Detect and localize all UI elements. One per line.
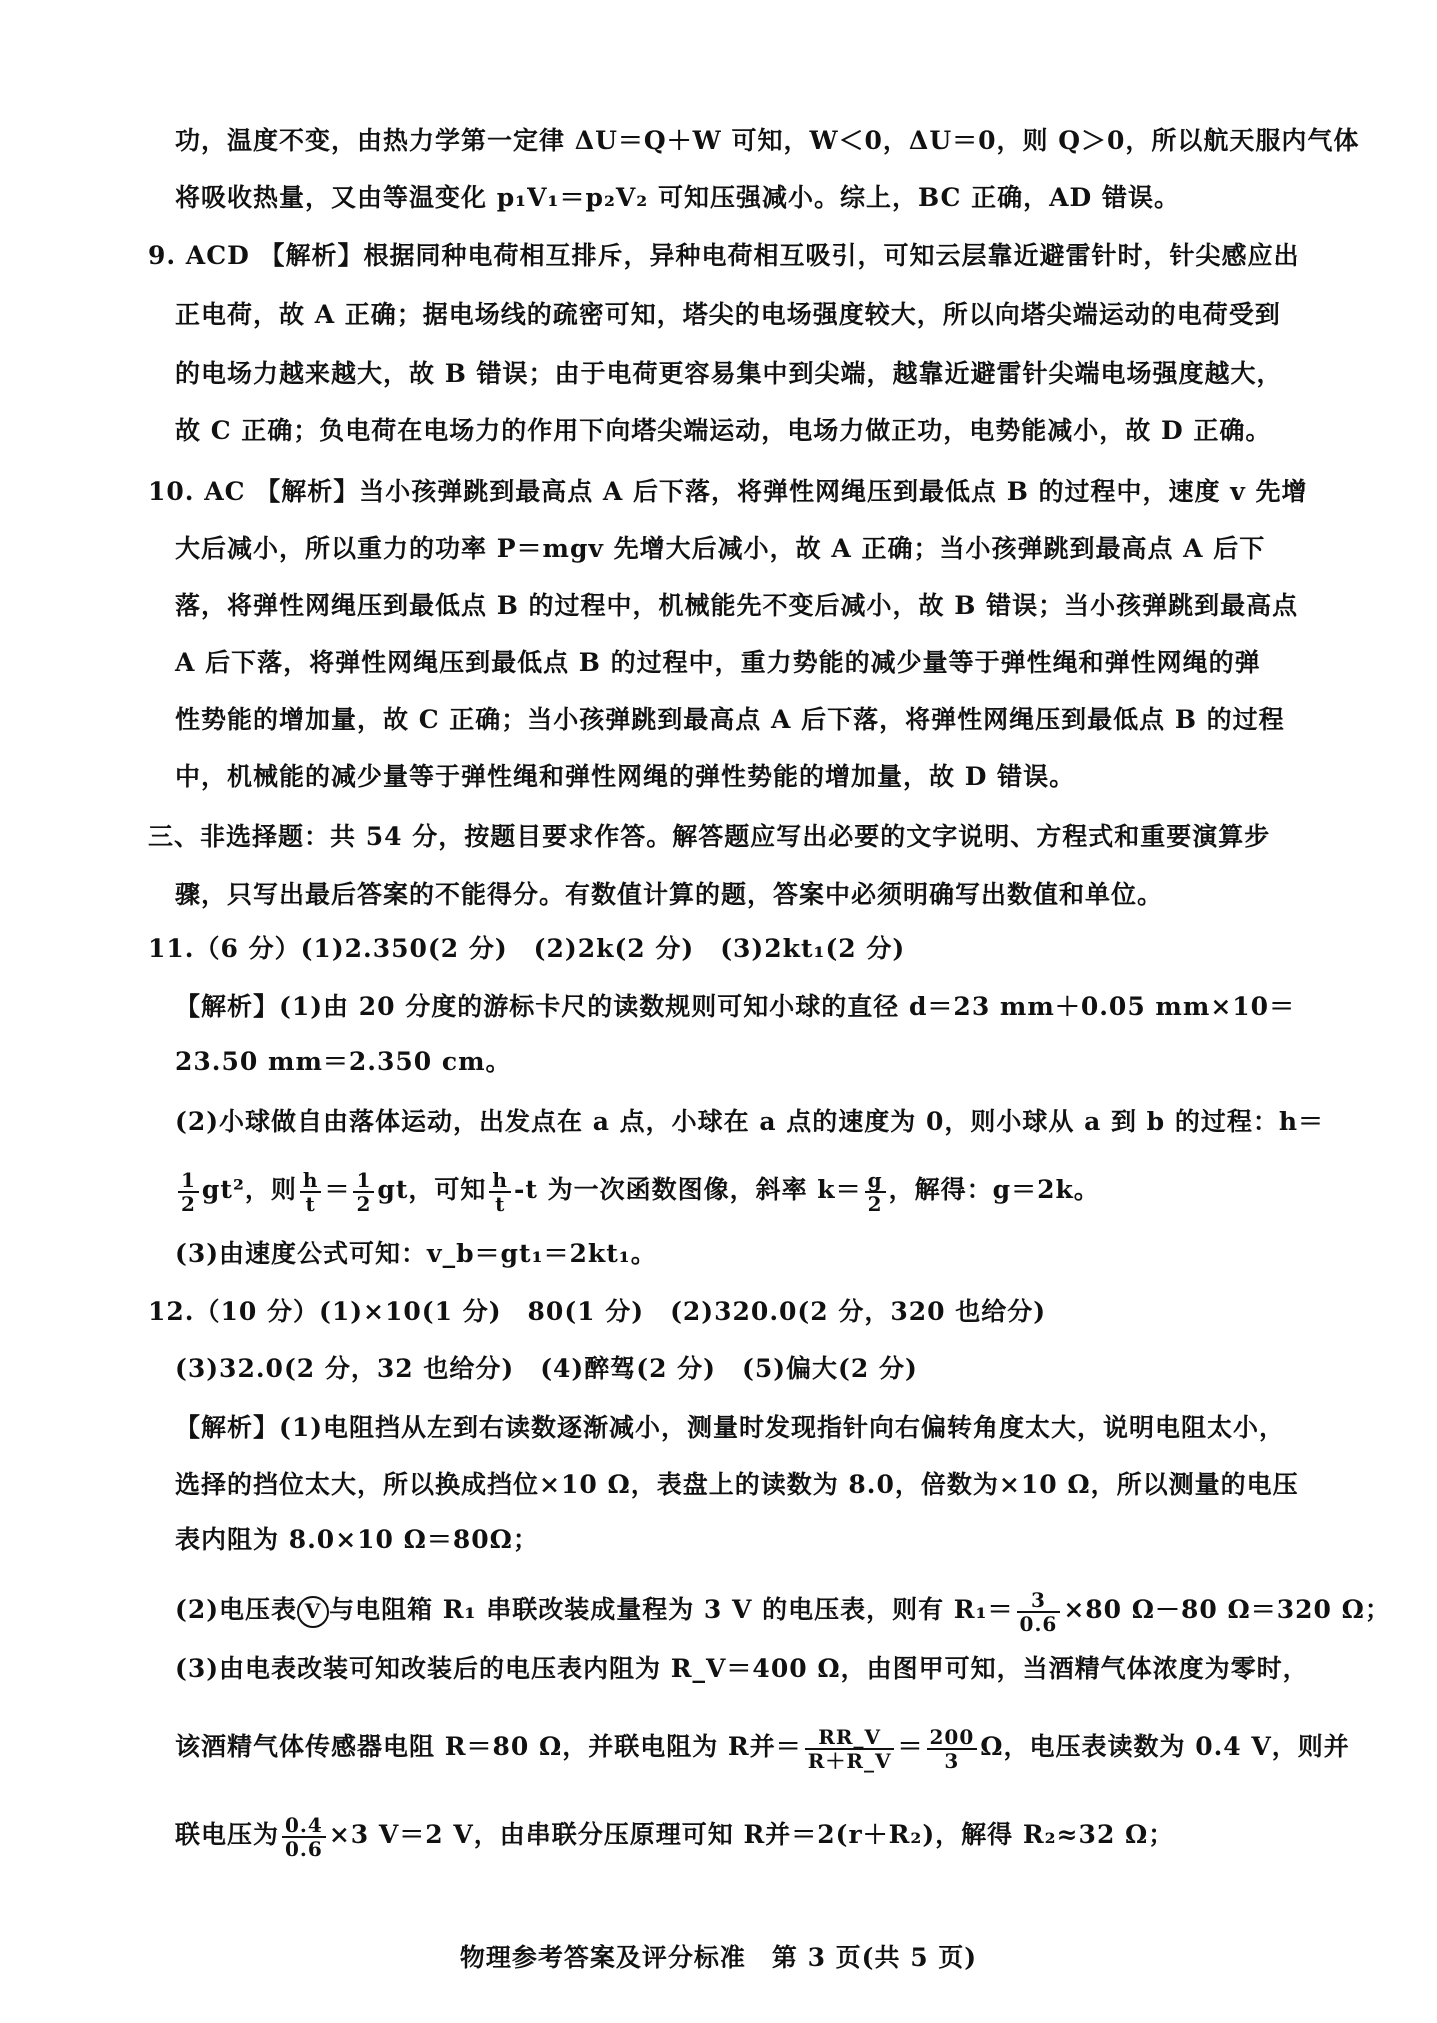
q11-header: 11.（6 分）(1)2.350(2 分) (2)2k(2 分) (3)2kt₁(2 分) [148,934,906,963]
fraction-h-over-t-2: $\frac{h}{t}$ [489,1169,511,1215]
fraction-3-over-0.6: $\frac{3}{0.6}$ [1017,1589,1061,1635]
q10-line-4: A 后下落，将弹性网绳压到最低点 B 的过程中，重力势能的减少量等于弹性绳和弹性网绳的弹 [175,648,1261,677]
q8-line-1: 功，温度不变，由热力学第一定律 ΔU＝Q＋W 可知，W＜0，ΔU＝0，则 Q＞0，所以航天服内气体 [175,126,1360,155]
q12-analysis-4: (2)电压表 V 与电阻箱 R₁ 串联改装成量程为 3 V 的电压表，则有 R₁＝ $\frac{3}{0.6}$ ×80 Ω－80 Ω＝320 Ω； [175,1587,1391,1636]
q12-analysis-2: 选择的挡位太大，所以换成挡位×10 Ω，表盘上的读数为 8.0，倍数为×10 Ω，所以测量的电压 [175,1470,1299,1499]
section3-line-2: 骤，只写出最后答案的不能得分。有数值计算的题，答案中必须明确写出数值和单位。 [175,880,1164,909]
fraction-h-over-t: $\frac{h}{t}$ [300,1169,322,1215]
q11-analysis-4: $\frac{1}{2}$ gt²，则 $\frac{h}{t}$ ＝ $\frac{1}{2}$ gt，可知 $\frac{h}{t}$ -t 为一次函数图像，斜率 k＝ $\frac{g}{2}$ ，解得：g＝2k。 [175,1160,1100,1220]
q10-line-1: 10. AC 【解析】当小孩弹跳到最高点 A 后下落，将弹性网绳压到最低点 B 的过程中，速度 v 先增 [148,477,1308,506]
q11-analysis-5: (3)由速度公式可知：v_b＝gt₁＝2kt₁。 [175,1239,657,1268]
q10-line-3: 落，将弹性网绳压到最低点 B 的过程中，机械能先不变后减小，故 B 错误；当小孩弹跳到最高点 [175,591,1299,620]
fraction-200-over-3: $\frac{200}{3}$ [927,1726,978,1772]
q11-analysis-3: (2)小球做自由落体运动，出发点在 a 点，小球在 a 点的速度为 0，则小球从 a 到 b 的过程：h＝ [175,1107,1325,1136]
q11-analysis-2: 23.50 mm＝2.350 cm。 [175,1047,512,1076]
q10-line-6: 中，机械能的减少量等于弹性绳和弹性网绳的弹性势能的增加量，故 D 错误。 [175,762,1076,791]
q11-analysis-1: 【解析】(1)由 20 分度的游标卡尺的读数规则可知小球的直径 d＝23 mm＋0.05 mm×10＝ [175,992,1296,1021]
q8-line-2: 将吸收热量，又由等温变化 p₁V₁＝p₂V₂ 可知压强减小。综上，BC 正确，AD 错误。 [175,183,1180,212]
fraction-one-half-2: $\frac{1}{2}$ [353,1169,374,1215]
q12-analysis-1: 【解析】(1)电阻挡从左到右读数逐渐减小，测量时发现指针向右偏转角度太大，说明电阻太小， [175,1413,1286,1442]
q12-header-1: 12.（10 分）(1)×10(1 分) 80(1 分) (2)320.0(2 分，320 也给分) [148,1297,1047,1326]
voltmeter-symbol-icon: V [297,1596,329,1628]
q9-line-1: 9. ACD 【解析】根据同种电荷相互排斥，异种电荷相互吸引，可知云层靠近避雷针时，针尖感应出 [148,241,1300,270]
fraction-0.4-over-0.6: $\frac{0.4}{0.6}$ [282,1814,326,1860]
q9-line-2: 正电荷，故 A 正确；据电场线的疏密可知，塔尖的电场强度较大，所以向塔尖端运动的电荷受到 [175,300,1281,329]
q12-header-2: (3)32.0(2 分，32 也给分) (4)醉驾(2 分) (5)偏大(2 分) [175,1354,918,1383]
q12-analysis-3: 表内阻为 8.0×10 Ω＝80Ω； [175,1525,539,1554]
q10-line-2: 大后减小，所以重力的功率 P＝mgv 先增大后减小，故 A 正确；当小孩弹跳到最高点 A 后下 [175,534,1266,563]
q12-analysis-6: 该酒精气体传感器电阻 R＝80 Ω，并联电阻为 R并＝ $\frac{RR\_V}{R+R\_V}$ ＝ $\frac{200}{3}$ Ω，电压表读数为 0.4 V，则并 [175,1724,1350,1773]
q12-analysis-5: (3)由电表改装可知改装后的电压表内阻为 R_V＝400 Ω，由图甲可知，当酒精气体浓度为零时， [175,1654,1309,1683]
page-footer: 物理参考答案及评分标准 第 3 页(共 5 页) [459,1943,978,1972]
fraction-parallel-resistance: $\frac{RR\_V}{R+R\_V}$ [805,1726,895,1772]
q10-line-5: 性势能的增加量，故 C 正确；当小孩弹跳到最高点 A 后下落，将弹性网绳压到最低点 B 的过程 [175,705,1285,734]
fraction-one-half: $\frac{1}{2}$ [178,1169,199,1215]
q9-line-3: 的电场力越来越大，故 B 错误；由于电荷更容易集中到尖端，越靠近避雷针尖端电场强度越大， [175,359,1283,388]
fraction-g-over-2: $\frac{g}{2}$ [865,1169,886,1215]
q9-line-4: 故 C 正确；负电荷在电场力的作用下向塔尖端运动，电场力做正功，电势能减小，故 D 正确。 [175,416,1272,445]
q12-analysis-7: 联电压为 $\frac{0.4}{0.6}$ ×3 V＝2 V，由串联分压原理可知 R并＝2(r＋R₂)，解得 R₂≈32 Ω； [175,1812,1175,1861]
section3-line-1: 三、非选择题：共 54 分，按题目要求作答。解答题应写出必要的文字说明、方程式和重要演算步 [148,822,1271,851]
